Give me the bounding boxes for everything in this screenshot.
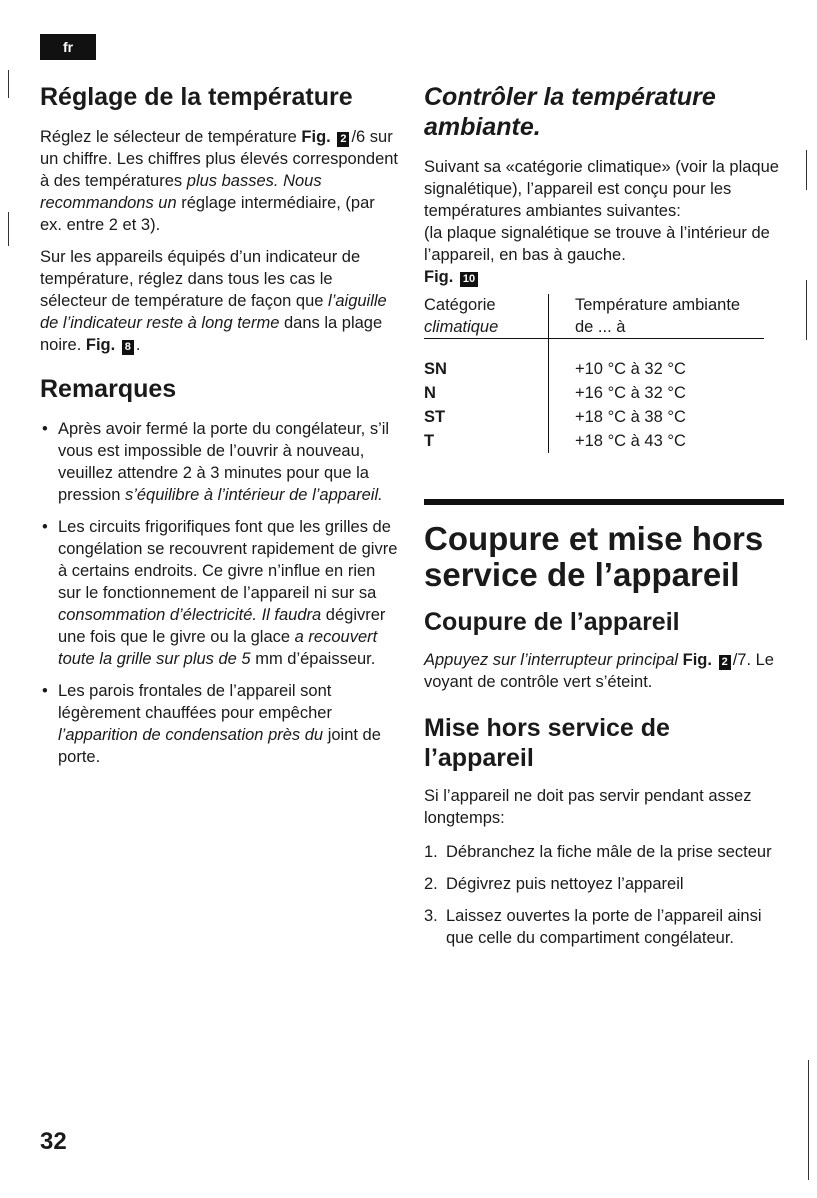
scan-edge-line — [808, 1060, 809, 1180]
text-span-italic: Appuyez sur l’interrupteur principal — [424, 651, 679, 669]
table-row — [424, 405, 764, 429]
text-span-italic: plus basses. Nous recommandons un — [40, 172, 322, 212]
text-span: Sur les appareils équipés d’un indicateur de température, réglez dans tous les cas le sélecteur de température de façon que — [40, 248, 361, 310]
scan-edge-line — [8, 70, 9, 98]
step-number: 2. — [424, 875, 438, 893]
step-text: Dégivrez puis nettoyez l’appareil — [446, 875, 684, 893]
text-span: Réglez le sélecteur de température — [40, 128, 297, 146]
indicator-paragraph: Sur les appareils équipés d’un indicateur de température, réglez dans tous les cas le sélecteur de température de façon que l’aiguille de l’indicateur reste à long terme dans la plage noire. Fig. 8 . — [40, 248, 387, 354]
step-number: 3. — [424, 907, 438, 925]
decommission-paragraph: Si l’appareil ne doit pas servir pendant assez longtemps: — [424, 787, 752, 827]
table-row — [424, 357, 764, 381]
text-span: /6 sur un chiffre. Les chiffres plus élevés correspondent à des températures — [40, 128, 399, 190]
step-text: Laissez ouvertes la porte de l’appareil ainsi que celle du compartiment congélateur. — [446, 907, 762, 947]
spacer-row — [424, 339, 764, 358]
category-cell: SN — [424, 357, 549, 381]
decommission-heading: Mise hors service de l’appareil — [424, 714, 670, 772]
scan-edge-line — [806, 280, 807, 340]
table-row — [424, 381, 764, 405]
table-header-row — [424, 294, 764, 339]
list-item — [40, 516, 400, 670]
category-cell: T — [424, 429, 549, 453]
header-text: de ... à — [575, 318, 626, 336]
temperature-setting-heading: Réglage de la température — [40, 83, 353, 111]
text-span-italic: l’aiguille de l’indicateur reste à long terme — [40, 292, 387, 332]
spacer-cell — [424, 339, 549, 358]
text-span-italic: l’apparition de condensation près du — [58, 726, 324, 744]
figure-number-box: 8 — [122, 340, 134, 355]
left-column — [40, 82, 400, 778]
figure-number-box: 10 — [460, 272, 478, 287]
scan-edge-line — [8, 212, 9, 246]
remarks-list — [40, 418, 400, 768]
text-span: Les parois frontales de l’appareil sont légèrement chauffées pour empêcher — [58, 682, 332, 722]
figure-number-box: 2 — [719, 655, 731, 670]
right-column — [424, 82, 784, 959]
text-span: dans la plage noire. — [40, 314, 383, 354]
rating-plate-paragraph: (la plaque signalétique se trouve à l’intérieur de l’appareil, en bas à gauche. — [424, 224, 770, 264]
switch-off-paragraph — [424, 649, 784, 693]
text-span: Les circuits frigorifiques font que les grilles de congélation se recouvrent rapidement de givre à certains endroits. Ce givre n’influe en rien sur le fonctionnement de l’appareil ni sur sa — [58, 518, 398, 602]
list-item — [40, 418, 400, 506]
table-row — [424, 429, 764, 453]
step-text: Débranchez la fiche mâle de la prise secteur — [446, 843, 772, 861]
range-cell: +18 °C à 43 °C — [575, 432, 686, 450]
text-span: dégivrer une fois que le givre ou la glace — [58, 606, 386, 646]
switch-off-heading: Coupure de l’appareil — [424, 608, 680, 636]
header-text-italic: climatique — [424, 318, 499, 336]
category-cell: ST — [424, 405, 549, 429]
category-cell: N — [424, 381, 549, 405]
list-item — [424, 905, 784, 949]
climate-class-table — [424, 294, 764, 453]
page-number: 32 — [40, 1128, 67, 1155]
text-span: réglage intermédiaire, (par ex. entre 2 et 3). — [40, 194, 375, 234]
column-header-temperature — [549, 294, 765, 339]
language-badge: fr — [40, 34, 96, 60]
figure-number-box: 2 — [337, 132, 349, 147]
list-item — [424, 873, 784, 895]
range-cell: +10 °C à 32 °C — [575, 360, 686, 378]
temperature-setting-paragraph — [40, 126, 400, 236]
fig-label: Fig. — [301, 128, 331, 146]
column-header-category — [424, 294, 549, 339]
fig-label: Fig. — [682, 651, 712, 669]
fig-label: Fig. — [85, 336, 116, 354]
text-span: Après avoir fermé la porte du congélateur, s’il vous est impossible de l’ouvrir à nouveau, veuillez attendre 2 à 3 minutes pour que la pression — [58, 420, 390, 504]
decommission-steps — [424, 841, 784, 949]
text-span-italic: s’équilibre à l’intérieur de l’appareil. — [124, 486, 383, 504]
shutdown-heading: Coupure et mise hors service de l’appareil — [424, 520, 764, 593]
ambient-temperature-heading: Contrôler la température ambiante. — [424, 83, 716, 141]
text-span: /7. Le voyant de contrôle vert s’éteint. — [424, 651, 774, 691]
text-span-italic: a recouvert toute la grille sur plus de 5 — [58, 628, 378, 668]
ambient-paragraph: Suivant sa «catégorie climatique» (voir la plaque signalétique), l’appareil est conçu pour les températures ambiantes suivantes: — [424, 158, 779, 220]
scan-edge-line — [806, 150, 807, 190]
text-span: mm d’épaisseur. — [255, 650, 376, 668]
list-item — [40, 680, 400, 768]
step-number: 1. — [424, 843, 438, 861]
range-cell: +18 °C à 38 °C — [575, 408, 686, 426]
remarks-heading: Remarques — [40, 375, 177, 403]
fig-label: Fig. — [424, 268, 454, 286]
range-cell: +16 °C à 32 °C — [575, 384, 686, 402]
header-text: Catégorie — [424, 296, 496, 314]
text-span-italic: consommation d’électricité. Il faudra — [58, 606, 322, 624]
text-span: joint de porte. — [58, 726, 381, 766]
spacer-cell — [549, 339, 765, 358]
section-divider — [424, 499, 784, 505]
header-text: Température ambiante — [575, 296, 741, 314]
list-item — [424, 841, 784, 863]
figure-reference — [424, 266, 784, 288]
